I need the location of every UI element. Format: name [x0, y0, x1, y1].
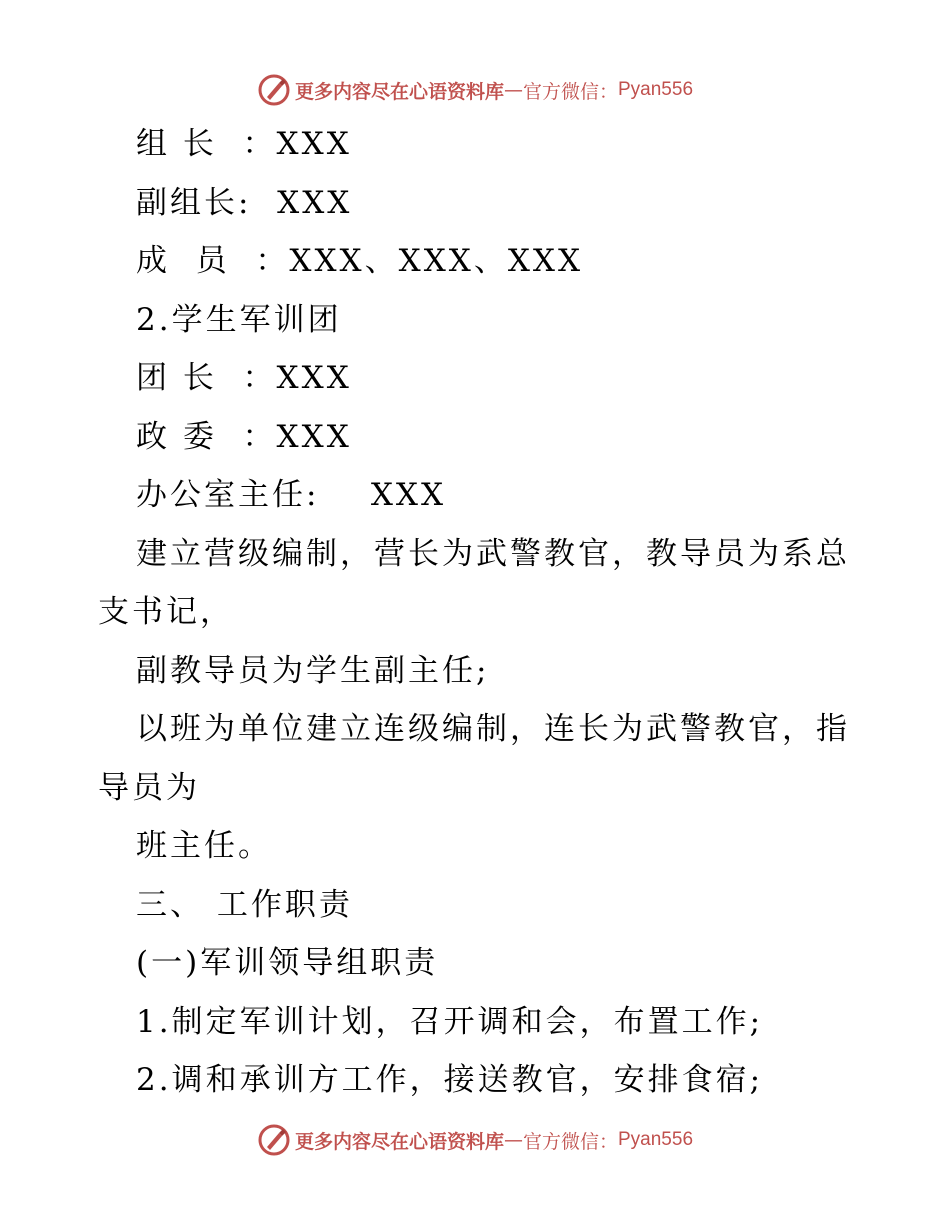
- footer-watermark: [0, 1120, 950, 1160]
- office-director-line: 办公室主任: XXX: [136, 477, 447, 513]
- watermark-wechat-label: 官方微信：: [522, 1130, 618, 1153]
- duty-item-1: 1.制定军训计划，召开调和会，布置工作;: [136, 1003, 764, 1040]
- paragraph-company-line-2: 导员为: [98, 769, 200, 806]
- paragraph-battalion-line-2: 支书记，: [98, 594, 234, 630]
- watermark-wechat-id: Pyan556: [618, 1129, 694, 1150]
- leader-line: 组 长 ：XXX: [136, 126, 352, 162]
- deputy-leader-line: 副组长: XXX: [136, 184, 353, 221]
- section-heading-duties: 三、 工作职责: [136, 886, 353, 923]
- watermark-dash: —: [503, 79, 523, 101]
- pen-nib-logo-icon: [257, 73, 291, 107]
- header-watermark: [0, 70, 950, 110]
- document-body: [0, 115, 950, 1110]
- paragraph-company-line-1: 以班为单位建立连级编制，连长为武警教官，指: [136, 711, 850, 747]
- watermark-wechat-label: 官方微信：: [522, 80, 618, 103]
- paragraph-deputy-instructor: 副教导员为学生副主任;: [136, 652, 490, 689]
- paragraph-battalion-line-1: 建立营级编制，营长为武警教官，教导员为系总: [136, 535, 850, 572]
- duty-item-2: 2.调和承训方工作，接送教官，安排食宿;: [136, 1062, 764, 1098]
- watermark-wechat-id: Pyan556: [618, 79, 694, 100]
- political-commissar-line: 政 委 ：XXX: [136, 418, 352, 455]
- paragraph-company-line-3: 班主任。: [136, 828, 272, 864]
- section-heading-student-regiment: 2.学生军训团: [136, 301, 342, 338]
- watermark-main-text: 更多内容尽在心语资料库: [294, 80, 504, 103]
- regiment-commander-line: 团 长 ：XXX: [136, 360, 352, 396]
- subsection-heading-leading-group: (一)军训领导组职责: [136, 945, 439, 981]
- pen-nib-logo-icon: [257, 1123, 291, 1157]
- members-line: 成 员 ：XXX、XXX、XXX: [136, 243, 584, 279]
- watermark-dash: —: [503, 1129, 523, 1151]
- watermark-main-text: 更多内容尽在心语资料库: [294, 1130, 504, 1153]
